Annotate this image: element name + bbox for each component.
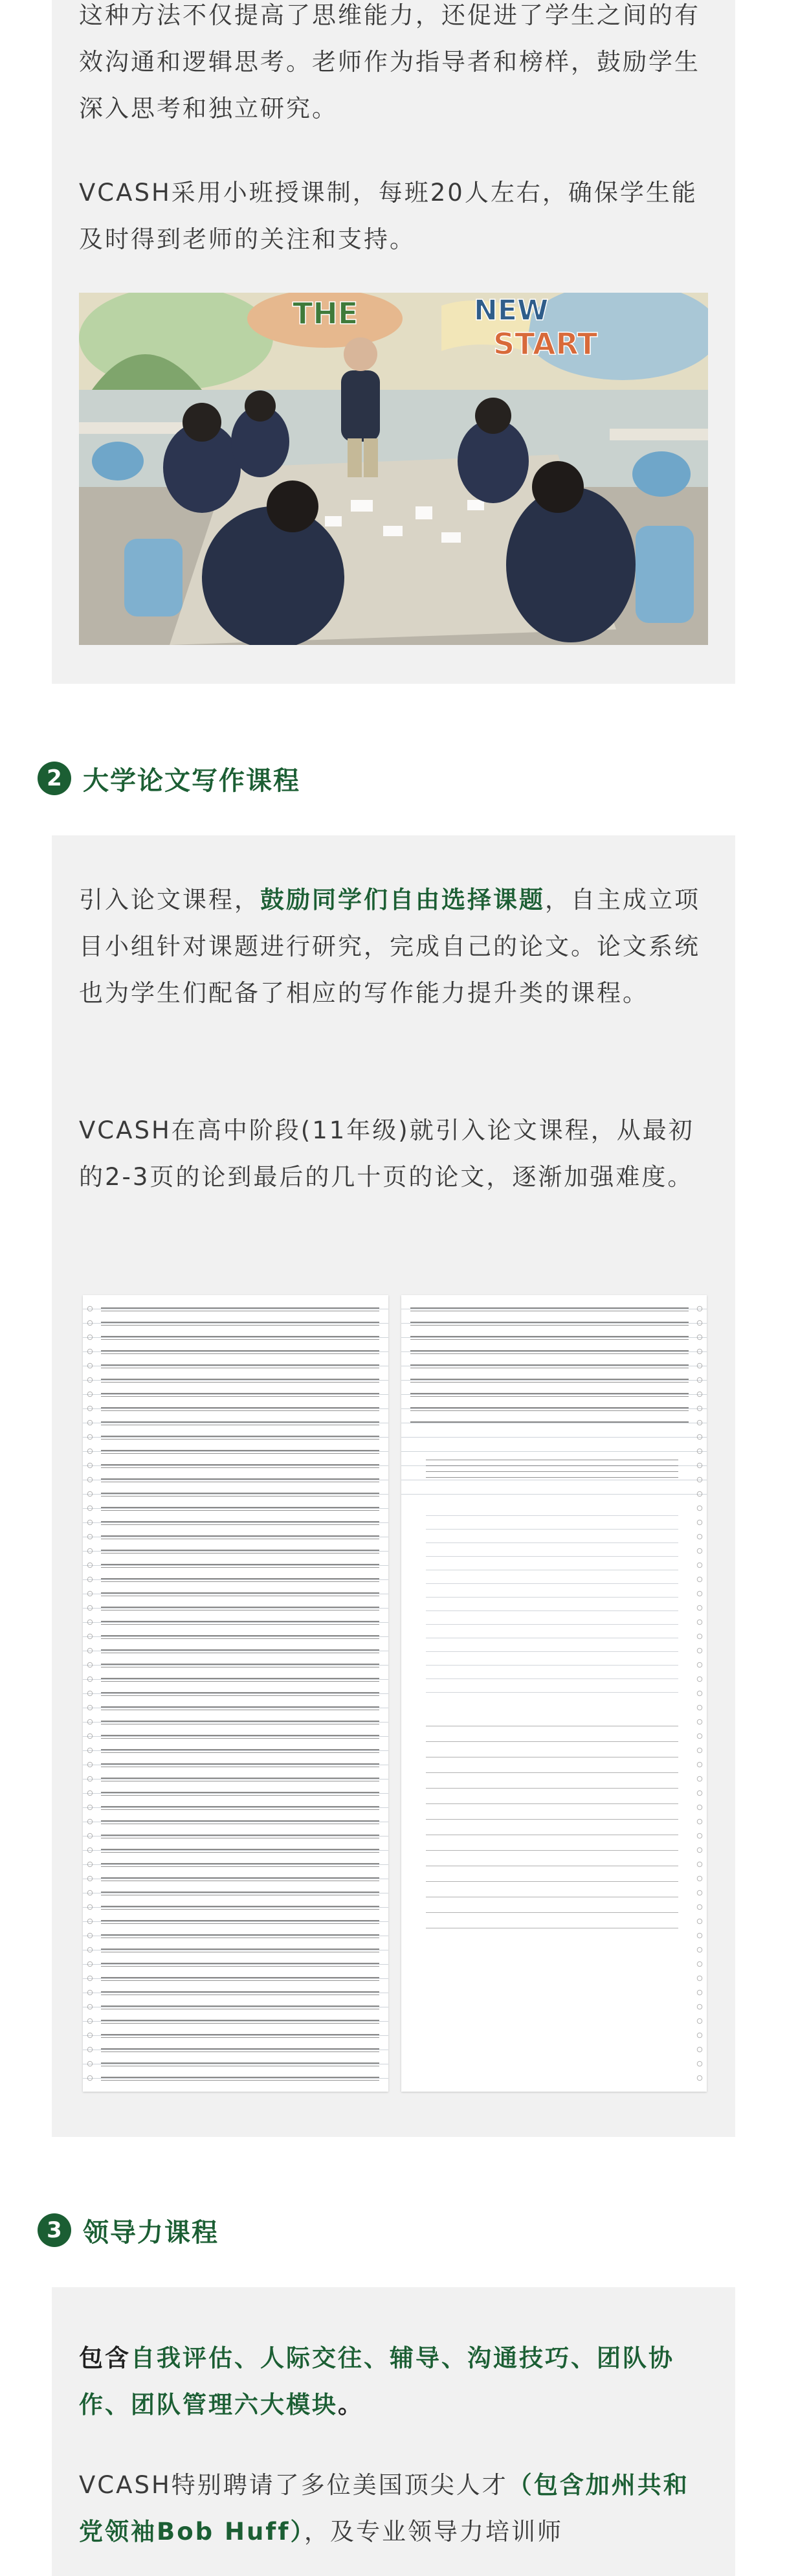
essay-scan-left <box>83 1295 388 2092</box>
typed-feedback-block-1 <box>426 1457 678 1483</box>
section2-number-badge: 2 <box>38 762 71 795</box>
handwriting <box>410 1302 689 1425</box>
handwriting <box>101 1302 379 2085</box>
banner-word-the: THE <box>293 296 359 331</box>
section2-title: 大学论文写作课程 <box>83 765 300 796</box>
section3-p1-before: 包含 <box>79 2344 131 2372</box>
section2-p1-before: 引入论文课程， <box>79 886 260 914</box>
section2-p1-after: ，自主成立项目小组针对课题进行研究，完成自己的论文。论文系统也为学生们配备了相应的写作能力提升类的课程。 <box>79 886 700 1007</box>
section3-p2-after: ，及专业领导力培训师 <box>304 2518 563 2546</box>
section2-paragraph-1 <box>79 877 708 1017</box>
section1-paragraph-1: 这种方法不仅提高了思维能力，还促进了学生之间的有效沟通和逻辑思考。老师作为指导者和榜样，鼓励学生深入思考和独立研究。 <box>79 1 700 122</box>
classroom-photo-illustration <box>79 293 708 645</box>
section2-heading <box>38 758 300 799</box>
section1-paragraph-2: VCASH采用小班授课制，每班20人左右，确保学生能及时得到老师的关注和支持。 <box>79 179 698 253</box>
section3-p2-highlight: （包含加州共和党领袖Bob Huff） <box>79 2471 689 2546</box>
section1-card <box>52 0 735 684</box>
section2-paragraph-2: VCASH在高中阶段(11年级)就引入论文课程，从最初的2-3页的论到最后的几十页的论文，逐渐加强难度。 <box>79 1116 694 1191</box>
section2-card <box>52 835 735 2137</box>
section2-p1-highlight: 鼓励同学们自由选择课题 <box>260 886 545 914</box>
section3-p2-before: VCASH特别聘请了多位美国顶尖人才 <box>79 2471 508 2499</box>
banner-word-new: NEW <box>474 294 549 327</box>
essay-scan-right <box>401 1295 707 2092</box>
typed-feedback-block-2 <box>426 1723 678 1936</box>
banner-word-start: START <box>493 326 598 361</box>
section3-heading <box>38 2209 219 2251</box>
section3-paragraph-2 <box>79 2462 708 2555</box>
binder-holes <box>87 1302 93 2085</box>
section3-title: 领导力课程 <box>83 2217 219 2248</box>
section3-p1-after: 。 <box>338 2391 364 2419</box>
section3-number-badge: 3 <box>38 2213 71 2247</box>
binder-holes <box>696 1302 703 2085</box>
section3-paragraph-1 <box>79 2335 708 2428</box>
ruled-blank-area <box>426 1502 678 1697</box>
section3-p1-highlight: 自我评估、人际交往、辅导、沟通技巧、团队协作、团队管理六大模块 <box>79 2344 674 2419</box>
classroom-photo <box>79 293 708 645</box>
section3-card <box>52 2287 735 2576</box>
